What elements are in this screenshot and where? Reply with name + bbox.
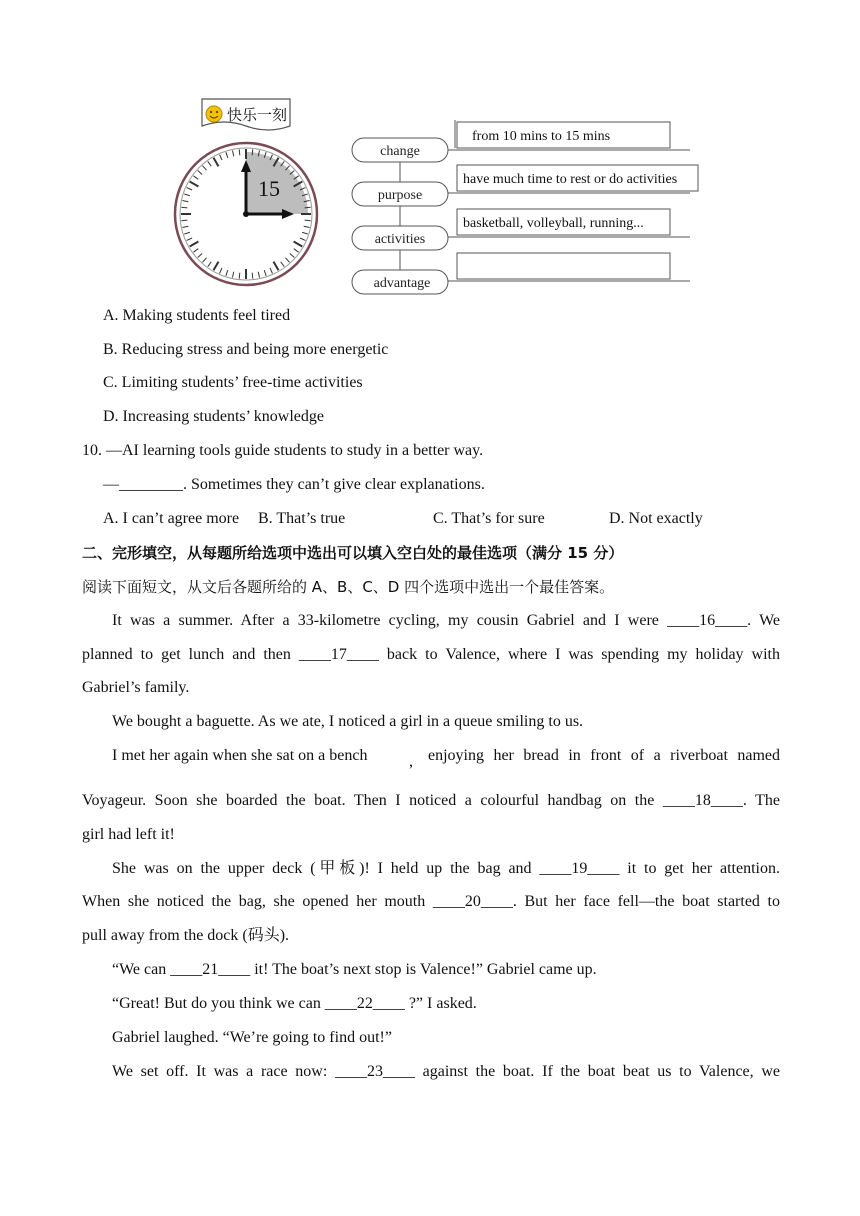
passage-p7: “Great! But do you think we can ____22____ ?” I asked. <box>112 995 477 1012</box>
passage-p3-comma: , <box>409 753 413 770</box>
section-instruction: 阅读下面短文，从文后各题所给的 A、B、C、D 四个选项中选出一个最佳答案。 <box>82 578 615 596</box>
clock-flowchart-figure <box>170 96 710 296</box>
q10-reply: —________. Sometimes they can’t give clear explanations. <box>103 476 485 493</box>
q9-option-c: C. Limiting students’ free-time activities <box>103 374 363 391</box>
passage-p6: “We can ____21____ it! The boat’s next stop is Valence!” Gabriel came up. <box>112 961 597 978</box>
badge-label: 快乐一刻 <box>227 106 288 124</box>
passage-p3-part1: I met her again when she sat on a bench <box>112 747 368 764</box>
passage-p8: Gabriel laughed. “We’re going to find out!” <box>112 1029 392 1046</box>
passage-p1-line3: Gabriel’s family. <box>82 679 190 696</box>
passage-p1-line2: planned to get lunch and then ____17____ back to Valence, where I was spending my holiday with <box>82 646 780 663</box>
passage-p5-line3: pull away from the dock (码头). <box>82 927 290 944</box>
q9-option-b: B. Reducing stress and being more energetic <box>103 341 389 358</box>
smiley-icon <box>206 106 222 122</box>
passage-p3-part2: enjoying her bread in front of a riverboat named <box>428 747 780 764</box>
passage-p5-line2: When she noticed the bag, she opened her mouth ____20____. But her face fell—the boat started to <box>82 893 780 910</box>
clock-tick <box>305 207 311 208</box>
passage-p4-line2: girl had left it! <box>82 826 175 843</box>
q10-option-c: C. That’s for sure <box>433 510 545 527</box>
box-purpose: have much time to rest or do activities <box>463 172 678 187</box>
box-activities: basketball, volleyball, running... <box>463 216 644 231</box>
box-advantage-blank <box>457 253 670 279</box>
q10-option-b: B. That’s true <box>258 510 346 527</box>
passage-p5-line1: She was on the upper deck (甲板)! I held up the bag and ____19____ it to get her attention. <box>112 860 780 877</box>
badge <box>202 99 290 130</box>
clock-tick <box>305 220 311 221</box>
passage-p4-line1: Voyageur. Soon she boarded the boat. Then I noticed a colourful handbag on the ____18____. The <box>82 792 780 809</box>
q10-option-a: A. I can’t agree more <box>103 510 240 527</box>
section-heading: 二、完形填空，从每题所给选项中选出可以填入空白处的最佳选项（满分 15 分） <box>82 544 624 562</box>
tag-change: change <box>380 144 420 159</box>
passage-p2: We bought a baguette. As we ate, I noticed a girl in a queue smiling to us. <box>112 713 584 730</box>
q10-stem: 10. —AI learning tools guide students to study in a better way. <box>82 442 484 459</box>
box-change: from 10 mins to 15 mins <box>472 129 611 144</box>
passage-p1-line1: It was a summer. After a 33-kilometre cycling, my cousin Gabriel and I were ____16____. We <box>112 612 780 629</box>
q10-option-d: D. Not exactly <box>609 510 703 527</box>
tag-advantage: advantage <box>373 276 431 291</box>
clock-tick <box>252 149 253 155</box>
q9-option-d: D. Increasing students’ knowledge <box>103 408 324 425</box>
tag-activities: activities <box>374 232 426 247</box>
passage-p9: We set off. It was a race now: ____23____ against the boat. If the boat beat us to Valence, we <box>112 1063 780 1080</box>
clock-tick <box>252 273 253 279</box>
clock-tick <box>181 207 187 208</box>
flowchart <box>352 120 698 294</box>
q9-option-a: A. Making students feel tired <box>103 307 291 324</box>
clock-tick <box>239 273 240 279</box>
clock-tick <box>239 149 240 155</box>
tag-purpose: purpose <box>377 188 423 203</box>
clock <box>175 143 317 285</box>
clock-tick <box>181 220 187 221</box>
clock-number: 15 <box>258 176 280 201</box>
